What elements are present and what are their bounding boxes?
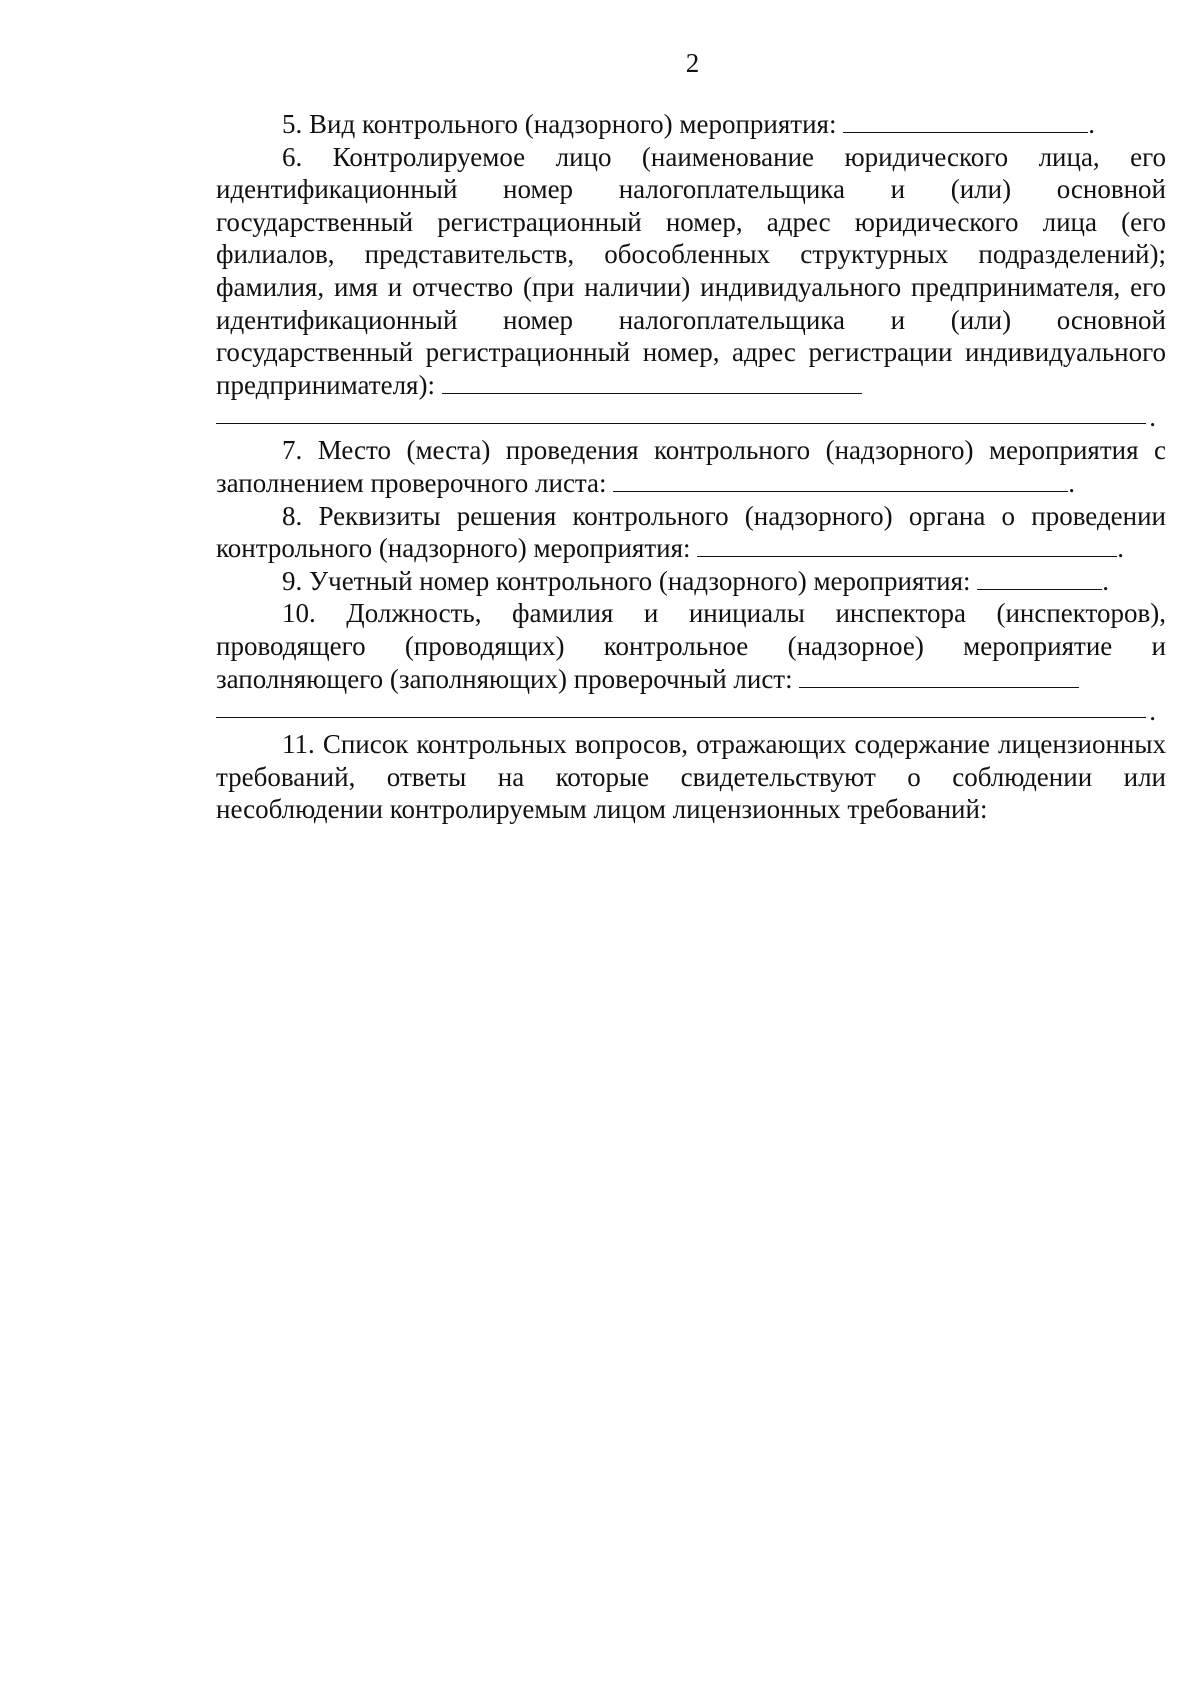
item-7-blank[interactable]: [613, 469, 1068, 492]
item-6-blank-line[interactable]: .: [216, 401, 1146, 424]
item-11: [216, 728, 1166, 826]
item-7-text: 7. Место (места) проведения контрольного (надзорного) мероприятия с заполнением проверочного листа:: [216, 435, 1166, 498]
item-9-text: 9. Учетный номер контрольного (надзорного) мероприятия:: [282, 565, 971, 596]
item-11-text: 11. Список контрольных вопросов, отражающих содержание лицензионных требований, ответы на которые свидетельствуют о соблюдении или несоблюдении контролируемым лицом лицензионных требований:: [216, 729, 1166, 825]
item-8-text: 8. Реквизиты решения контрольного (надзорного) органа о проведении контрольного (надзорного) мероприятия:: [216, 500, 1166, 564]
item-7: 7. Место (места) проведения контрольного (надзорного) мероприятия с заполнением проверочного листа: .: [216, 435, 1166, 498]
item-8: 8. Реквизиты решения контрольного (надзорного) органа о проведении контрольного (надзорного) мероприятия: .: [216, 500, 1166, 564]
item-6-blank[interactable]: [442, 371, 862, 394]
item-5: 5. Вид контрольного (надзорного) мероприятия: .: [282, 109, 1095, 139]
item-9: 9. Учетный номер контрольного (надзорного) мероприятия: .: [282, 565, 1110, 596]
item-10: [216, 597, 1166, 695]
document-body: [216, 108, 1166, 826]
item-5-blank[interactable]: [843, 110, 1088, 133]
item-9-blank[interactable]: [977, 567, 1102, 590]
item-5-text: 5. Вид контрольного (надзорного) мероприятия:: [282, 109, 837, 139]
page-number: 2: [685, 48, 700, 78]
item-8-blank[interactable]: [697, 534, 1117, 557]
item-6-text: 6. Контролируемое лицо (наименование юридического лица, его идентификационный номер налогоплательщика и (или) основной государственный регистрационный номер, адрес юридического лица (его филиалов, представительств, обособленных структурных подразделений); фамилия, имя и отчество (при наличии) индивидуального предпринимателя, его идентификационный номер налогоплательщика и (или) основной государственный регистрационный номер, адрес регистрации индивидуального предпринимателя):: [216, 141, 1166, 400]
item-10-text: 10. Должность, фамилия и инициалы инспектора (инспекторов), проводящего (проводящих) контрольное (надзорное) мероприятие и заполняющего (заполняющих) проверочный лист:: [216, 598, 1166, 694]
item-10-blank[interactable]: [799, 665, 1079, 688]
item-10-blank-line[interactable]: .: [216, 695, 1146, 718]
item-6: [216, 141, 1166, 402]
